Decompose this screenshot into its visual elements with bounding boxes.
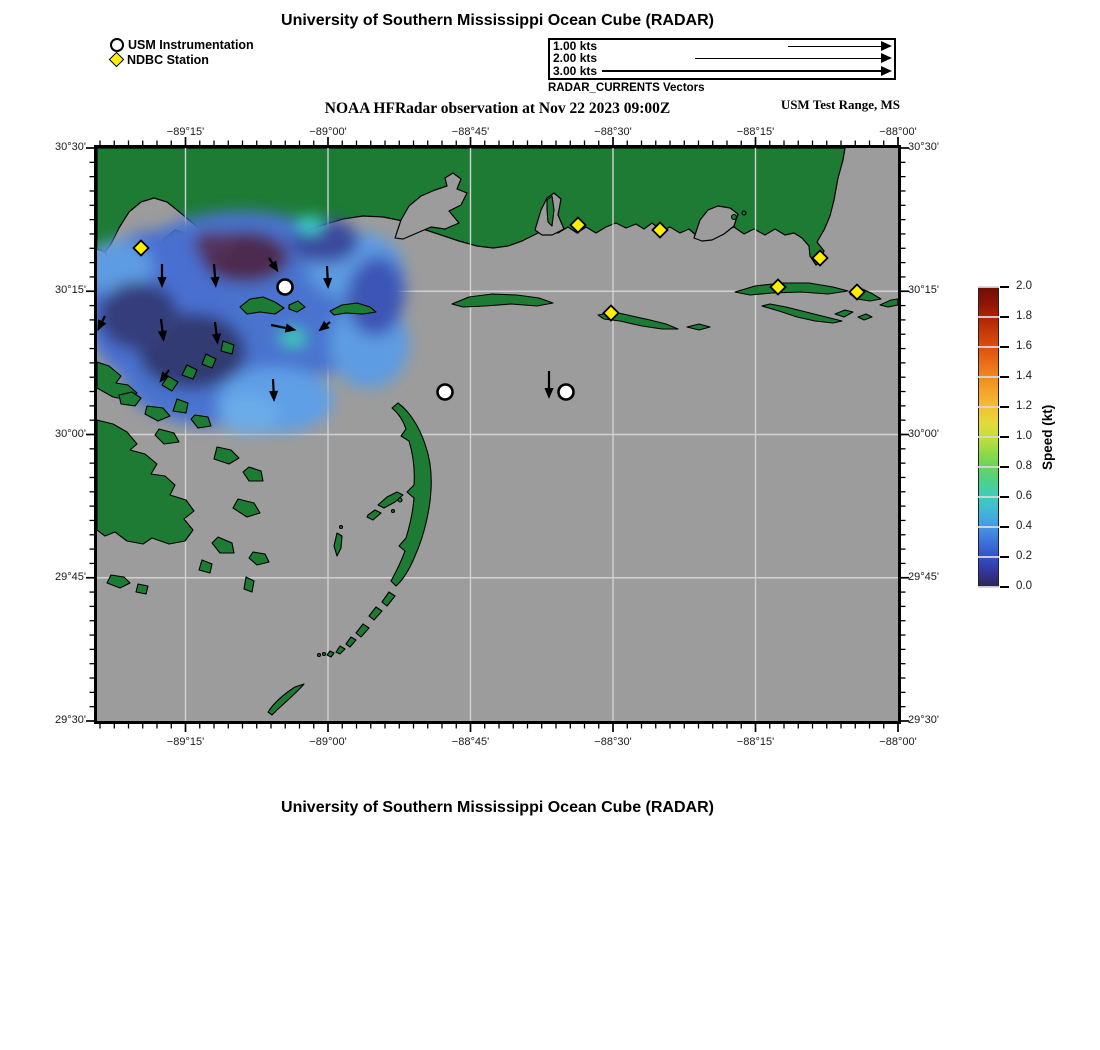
- lon-tick-label: −88°45': [451, 126, 490, 138]
- colorbar-tick: [1000, 436, 1009, 438]
- colorbar-tick-label: 0.8: [1016, 460, 1032, 472]
- lat-tick-label: 29°45': [908, 570, 939, 583]
- colorbar-gridline: [978, 586, 999, 588]
- colorbar-tick: [1000, 376, 1009, 378]
- bottom-title: University of Southern Mississippi Ocean Cube (RADAR): [281, 799, 714, 816]
- legend-ndbc-label: NDBC Station: [127, 52, 209, 67]
- colorbar-tick: [1000, 526, 1009, 528]
- map-legend: [110, 37, 254, 67]
- colorbar-gridline: [978, 316, 999, 318]
- colorbar-gridline: [978, 406, 999, 408]
- colorbar-tick: [1000, 346, 1009, 348]
- colorbar-tick-label: 1.4: [1016, 370, 1032, 382]
- colorbar-tick-label: 1.0: [1016, 430, 1032, 442]
- colorbar-tick-label: 1.2: [1016, 400, 1032, 412]
- lon-tick-label: −88°45': [451, 736, 490, 748]
- lon-tick-label: −88°30': [594, 126, 632, 138]
- colorbar-gridline: [978, 436, 999, 438]
- colorbar-gridline: [978, 526, 999, 528]
- region-label: USM Test Range, MS: [780, 97, 900, 112]
- colorbar-tick-label: 2.0: [1016, 280, 1032, 292]
- colorbar-gridline: [978, 556, 999, 558]
- usm-circle-icon: [110, 38, 124, 52]
- colorbar-tick-label: 1.8: [1016, 310, 1032, 322]
- colorbar-tick-label: 0.2: [1016, 550, 1032, 562]
- colorbar-tick: [1000, 316, 1009, 318]
- colorbar-tick: [1000, 586, 1009, 588]
- colorbar-title: Speed (kt): [1040, 404, 1055, 470]
- usm-instrumentation-marker: [438, 385, 453, 400]
- colorbar-gridline: [978, 376, 999, 378]
- lat-tick-label: 30°00': [908, 427, 939, 440]
- colorbar-gridline: [978, 466, 999, 468]
- lat-tick-label: 30°15': [908, 284, 939, 297]
- lon-tick-label: −89°00': [309, 126, 347, 138]
- usm-instrumentation-marker: [559, 385, 574, 400]
- scale-label-2kt: 2.00 kts: [553, 51, 598, 66]
- map: [83, 134, 912, 735]
- lat-tick-label: 29°30': [55, 714, 86, 726]
- colorbar-gridline: [978, 346, 999, 348]
- lon-tick-label: −88°15': [736, 736, 775, 748]
- lon-tick-label: −88°00': [879, 736, 917, 748]
- colorbar-tick-label: 0.6: [1016, 490, 1032, 502]
- colorbar-gridline: [978, 286, 999, 288]
- legend-usm-label: USM Instrumentation: [128, 37, 254, 52]
- vector-scale-row-1: [550, 40, 894, 52]
- colorbar-tick: [1000, 556, 1009, 558]
- lon-tick-label: −89°15': [166, 736, 205, 748]
- lat-tick-label: 29°45': [55, 570, 86, 583]
- arrowhead-icon: [881, 41, 892, 51]
- lat-tick-label: 30°30': [908, 141, 939, 153]
- lon-tick-label: −89°15': [166, 126, 205, 138]
- colorbar-tick-label: 0.4: [1016, 520, 1032, 532]
- colorbar-tick-label: 1.6: [1016, 340, 1032, 352]
- lat-tick-label: 30°15': [55, 284, 86, 297]
- vector-scale-row-3: [550, 65, 894, 77]
- lon-tick-label: −88°30': [594, 736, 632, 748]
- vector-caption: RADAR_CURRENTS Vectors: [548, 82, 705, 94]
- scale-label-3kt: 3.00 kts: [553, 63, 598, 78]
- colorbar-tick: [1000, 406, 1009, 408]
- arrowhead-icon: [881, 53, 892, 63]
- lat-tick-label: 30°30': [55, 141, 86, 153]
- lat-tick-label: 30°00': [55, 427, 86, 440]
- legend-item-usm: [110, 37, 254, 52]
- lat-tick-label: 29°30': [908, 714, 939, 726]
- lon-tick-label: −88°15': [736, 126, 775, 138]
- scale-line-2kt: [695, 58, 881, 60]
- arrowhead-icon: [881, 66, 892, 76]
- colorbar-tick: [1000, 286, 1009, 288]
- lon-tick-label: −88°00': [879, 126, 917, 138]
- vector-scale-box: [548, 38, 896, 80]
- scale-label-1kt: 1.00 kts: [553, 39, 598, 53]
- vector-scale-row-2: [550, 52, 894, 64]
- lon-tick-label: −89°00': [309, 736, 347, 748]
- page-title: University of Southern Mississippi Ocean Cube (RADAR): [281, 12, 714, 29]
- scale-line-3kt: [602, 70, 881, 72]
- colorbar-tick: [1000, 496, 1009, 498]
- legend-item-ndbc: [110, 52, 254, 67]
- colorbar-gridline: [978, 496, 999, 498]
- ndbc-diamond-icon: [109, 52, 125, 68]
- scale-line-1kt: [788, 46, 881, 48]
- colorbar-tick-label: 0.0: [1016, 580, 1032, 592]
- colorbar-tick: [1000, 466, 1009, 468]
- observation-subtitle: NOAA HFRadar observation at Nov 22 2023 09:00Z: [324, 100, 671, 117]
- usm-instrumentation-marker: [278, 280, 293, 295]
